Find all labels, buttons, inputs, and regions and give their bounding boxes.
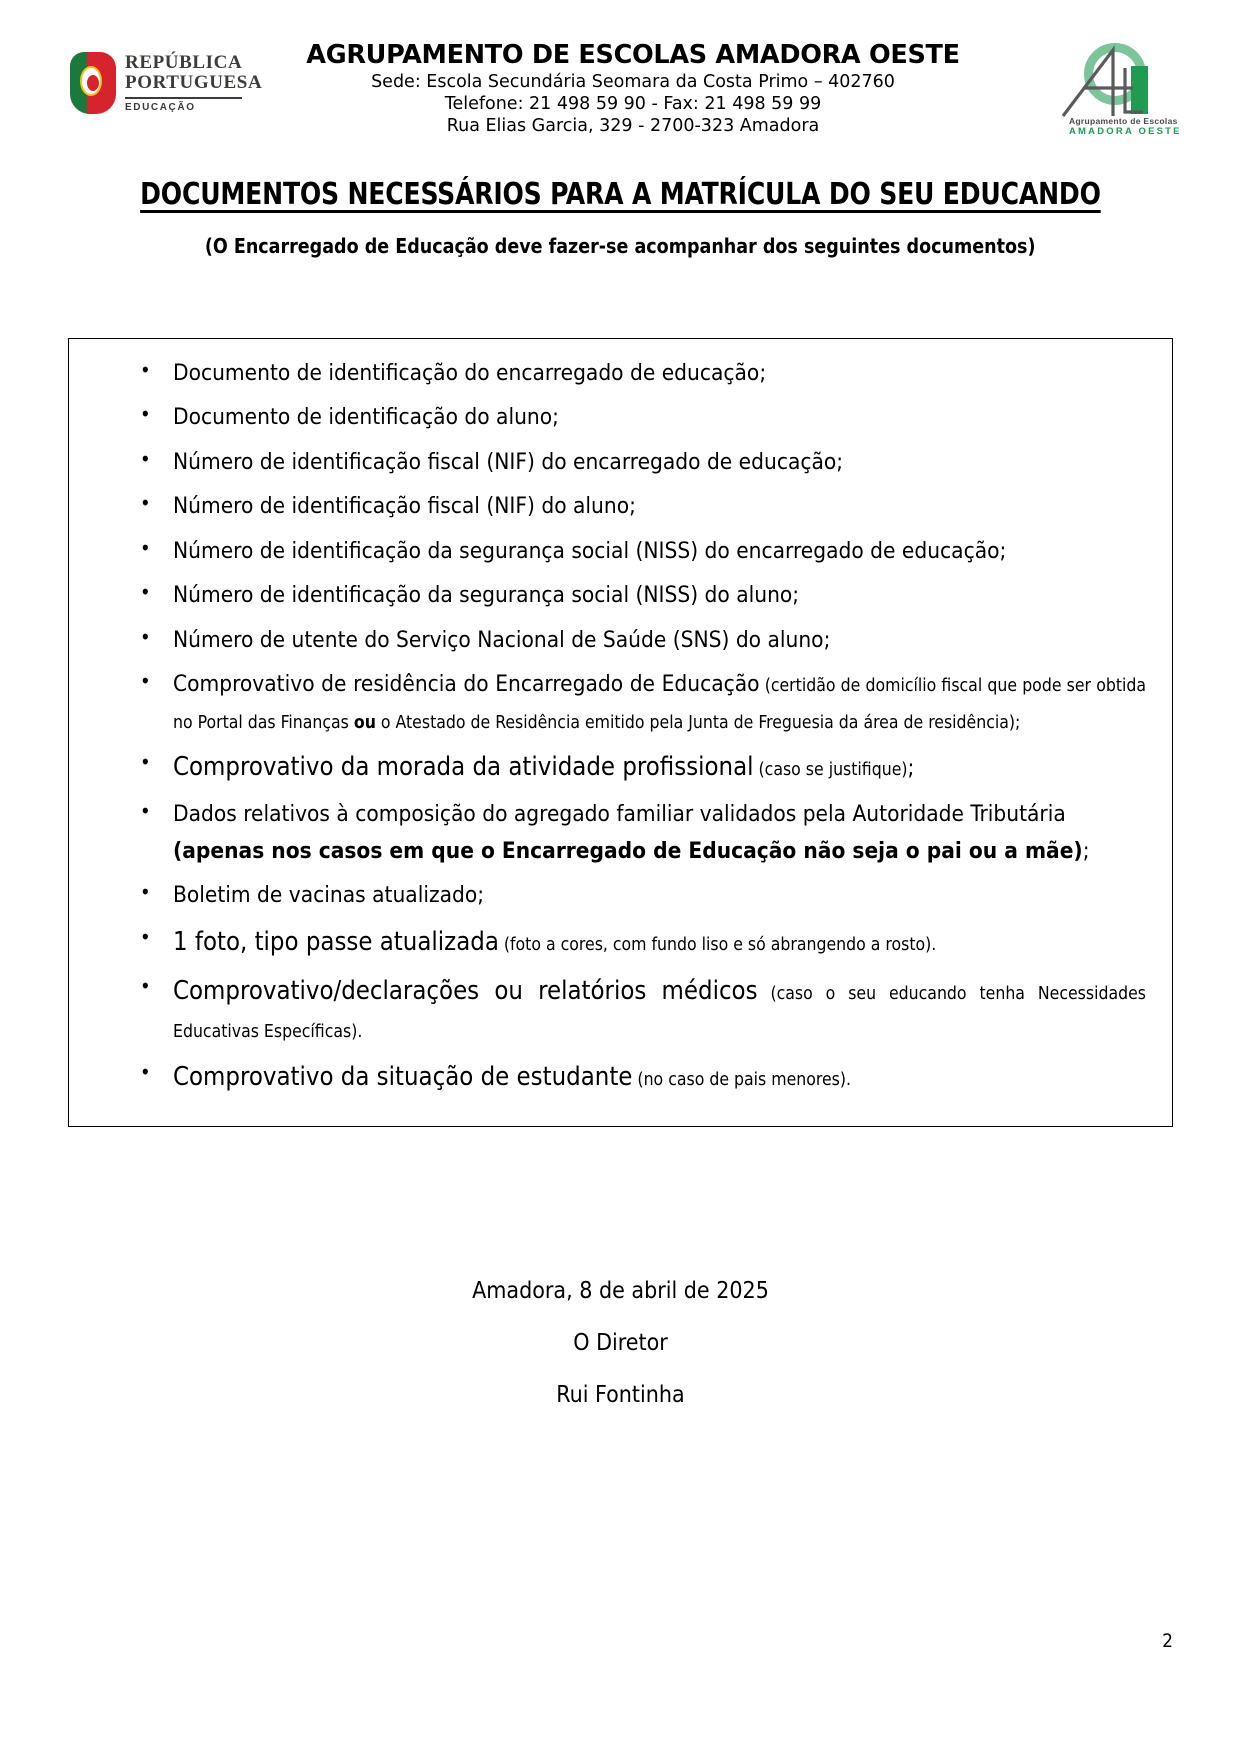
rp-line1: REPÚBLICA xyxy=(125,52,243,74)
list-item-text: Comprovativo/declarações ou relatórios médicos xyxy=(173,975,758,1006)
agrupamento-amadora-oeste-logo xyxy=(981,38,1181,140)
list-item-text: Número de identificação fiscal (NIF) do aluno; xyxy=(173,493,636,520)
list-item xyxy=(95,533,1146,569)
list-item xyxy=(95,488,1146,524)
rp-divider xyxy=(125,97,242,99)
list-item-text: Número de identificação da segurança social (NISS) do aluno; xyxy=(173,582,800,609)
list-item xyxy=(95,577,1146,613)
list-item xyxy=(95,971,1146,1049)
page-number: 2 xyxy=(1162,1630,1173,1652)
school-address-line-1: Sede: Escola Secundária Seomara da Costa Primo – 402760 xyxy=(371,72,895,92)
list-item xyxy=(95,399,1146,435)
place-and-date: Amadora, 8 de abril de 2025 xyxy=(472,1278,769,1304)
document-footer xyxy=(0,1278,1241,1434)
school-address-line-2: Telefone: 21 498 59 90 - Fax: 21 498 59 99 xyxy=(444,94,822,114)
list-item-emphasis: (apenas nos casos em que o Encarregado de Educação não seja o pai ou a mãe) xyxy=(173,837,1083,864)
list-item-text: Comprovativo da situação de estudante xyxy=(173,1061,633,1092)
list-item-text: Dados relativos à composição do agregado familiar validados pela Autoridade Tributária xyxy=(173,801,1066,828)
list-item xyxy=(95,747,1146,788)
list-item-note: (no caso de pais menores). xyxy=(632,1069,851,1090)
list-item xyxy=(95,1057,1146,1098)
logo-caption-top: Agrupamento de Escolas xyxy=(1069,116,1178,126)
list-item-note: (certidão de domicílio fiscal que pode ser obtida no Portal das Finanças xyxy=(173,676,1147,733)
list-item xyxy=(95,877,1146,913)
signer-name: Rui Fontinha xyxy=(556,1382,685,1408)
portugal-shield-icon xyxy=(70,52,116,114)
documents-list xyxy=(95,355,1146,1098)
republica-portuguesa-logo xyxy=(70,38,285,114)
rp-line3: EDUCAÇÃO xyxy=(125,101,196,113)
list-item-text: Número de identificação da segurança social (NISS) do encarregado de educação; xyxy=(173,537,1007,564)
list-item-note-emphasis: ou xyxy=(353,712,376,733)
rp-line2: PORTUGUESA xyxy=(125,72,263,94)
list-item xyxy=(95,622,1146,658)
list-item-text: Documento de identificação do encarregado de educação; xyxy=(173,360,767,386)
school-identity-block xyxy=(285,38,981,136)
title-block xyxy=(0,177,1241,258)
list-item xyxy=(95,444,1146,480)
school-address-line-3: Rua Elias Garcia, 329 - 2700-323 Amadora xyxy=(446,116,820,136)
list-item xyxy=(95,922,1146,963)
list-item-text: Comprovativo da morada da atividade profissional xyxy=(173,751,754,782)
republica-portuguesa-wordmark xyxy=(125,53,262,113)
school-name: AGRUPAMENTO DE ESCOLAS AMADORA OESTE xyxy=(306,40,960,70)
page-subtitle: (O Encarregado de Educação deve fazer-se acompanhar dos seguintes documentos) xyxy=(205,234,1036,258)
list-item-text: Número de identificação fiscal (NIF) do encarregado de educação; xyxy=(173,448,844,475)
list-item-note: (foto a cores, com fundo liso e só abrangendo a rosto). xyxy=(498,934,937,955)
list-item xyxy=(95,666,1146,739)
list-item-note-cont: ; xyxy=(907,754,915,781)
list-item-text: Número de utente do Serviço Nacional de Saúde (SNS) do aluno; xyxy=(173,626,831,653)
list-item-note-cont: o Atestado de Residência emitido pela Junta de Freguesia da área de residência); xyxy=(375,712,1021,733)
list-item-note: (caso o seu educando tenha Necessidades Educativas Específicas). xyxy=(173,983,1146,1043)
list-item-tail: ; xyxy=(1082,837,1090,864)
list-item-note: (caso se justifique) xyxy=(753,759,908,780)
logo-caption-bottom: AMADORA OESTE xyxy=(1069,126,1182,137)
list-item-text: Boletim de vacinas atualizado; xyxy=(173,882,485,909)
signer-role: O Diretor xyxy=(573,1330,668,1356)
list-item xyxy=(95,796,1146,869)
page-title: DOCUMENTOS NECESSÁRIOS PARA A MATRÍCULA DO SEU EDUCANDO xyxy=(140,177,1101,212)
list-item-text: Comprovativo de residência do Encarregado de Educação xyxy=(173,671,760,698)
list-item xyxy=(95,355,1146,391)
document-header xyxy=(0,0,1241,135)
documents-list-box xyxy=(68,338,1173,1127)
list-item-text: Documento de identificação do aluno; xyxy=(173,404,559,431)
list-item-text: 1 foto, tipo passe atualizada xyxy=(173,926,499,957)
